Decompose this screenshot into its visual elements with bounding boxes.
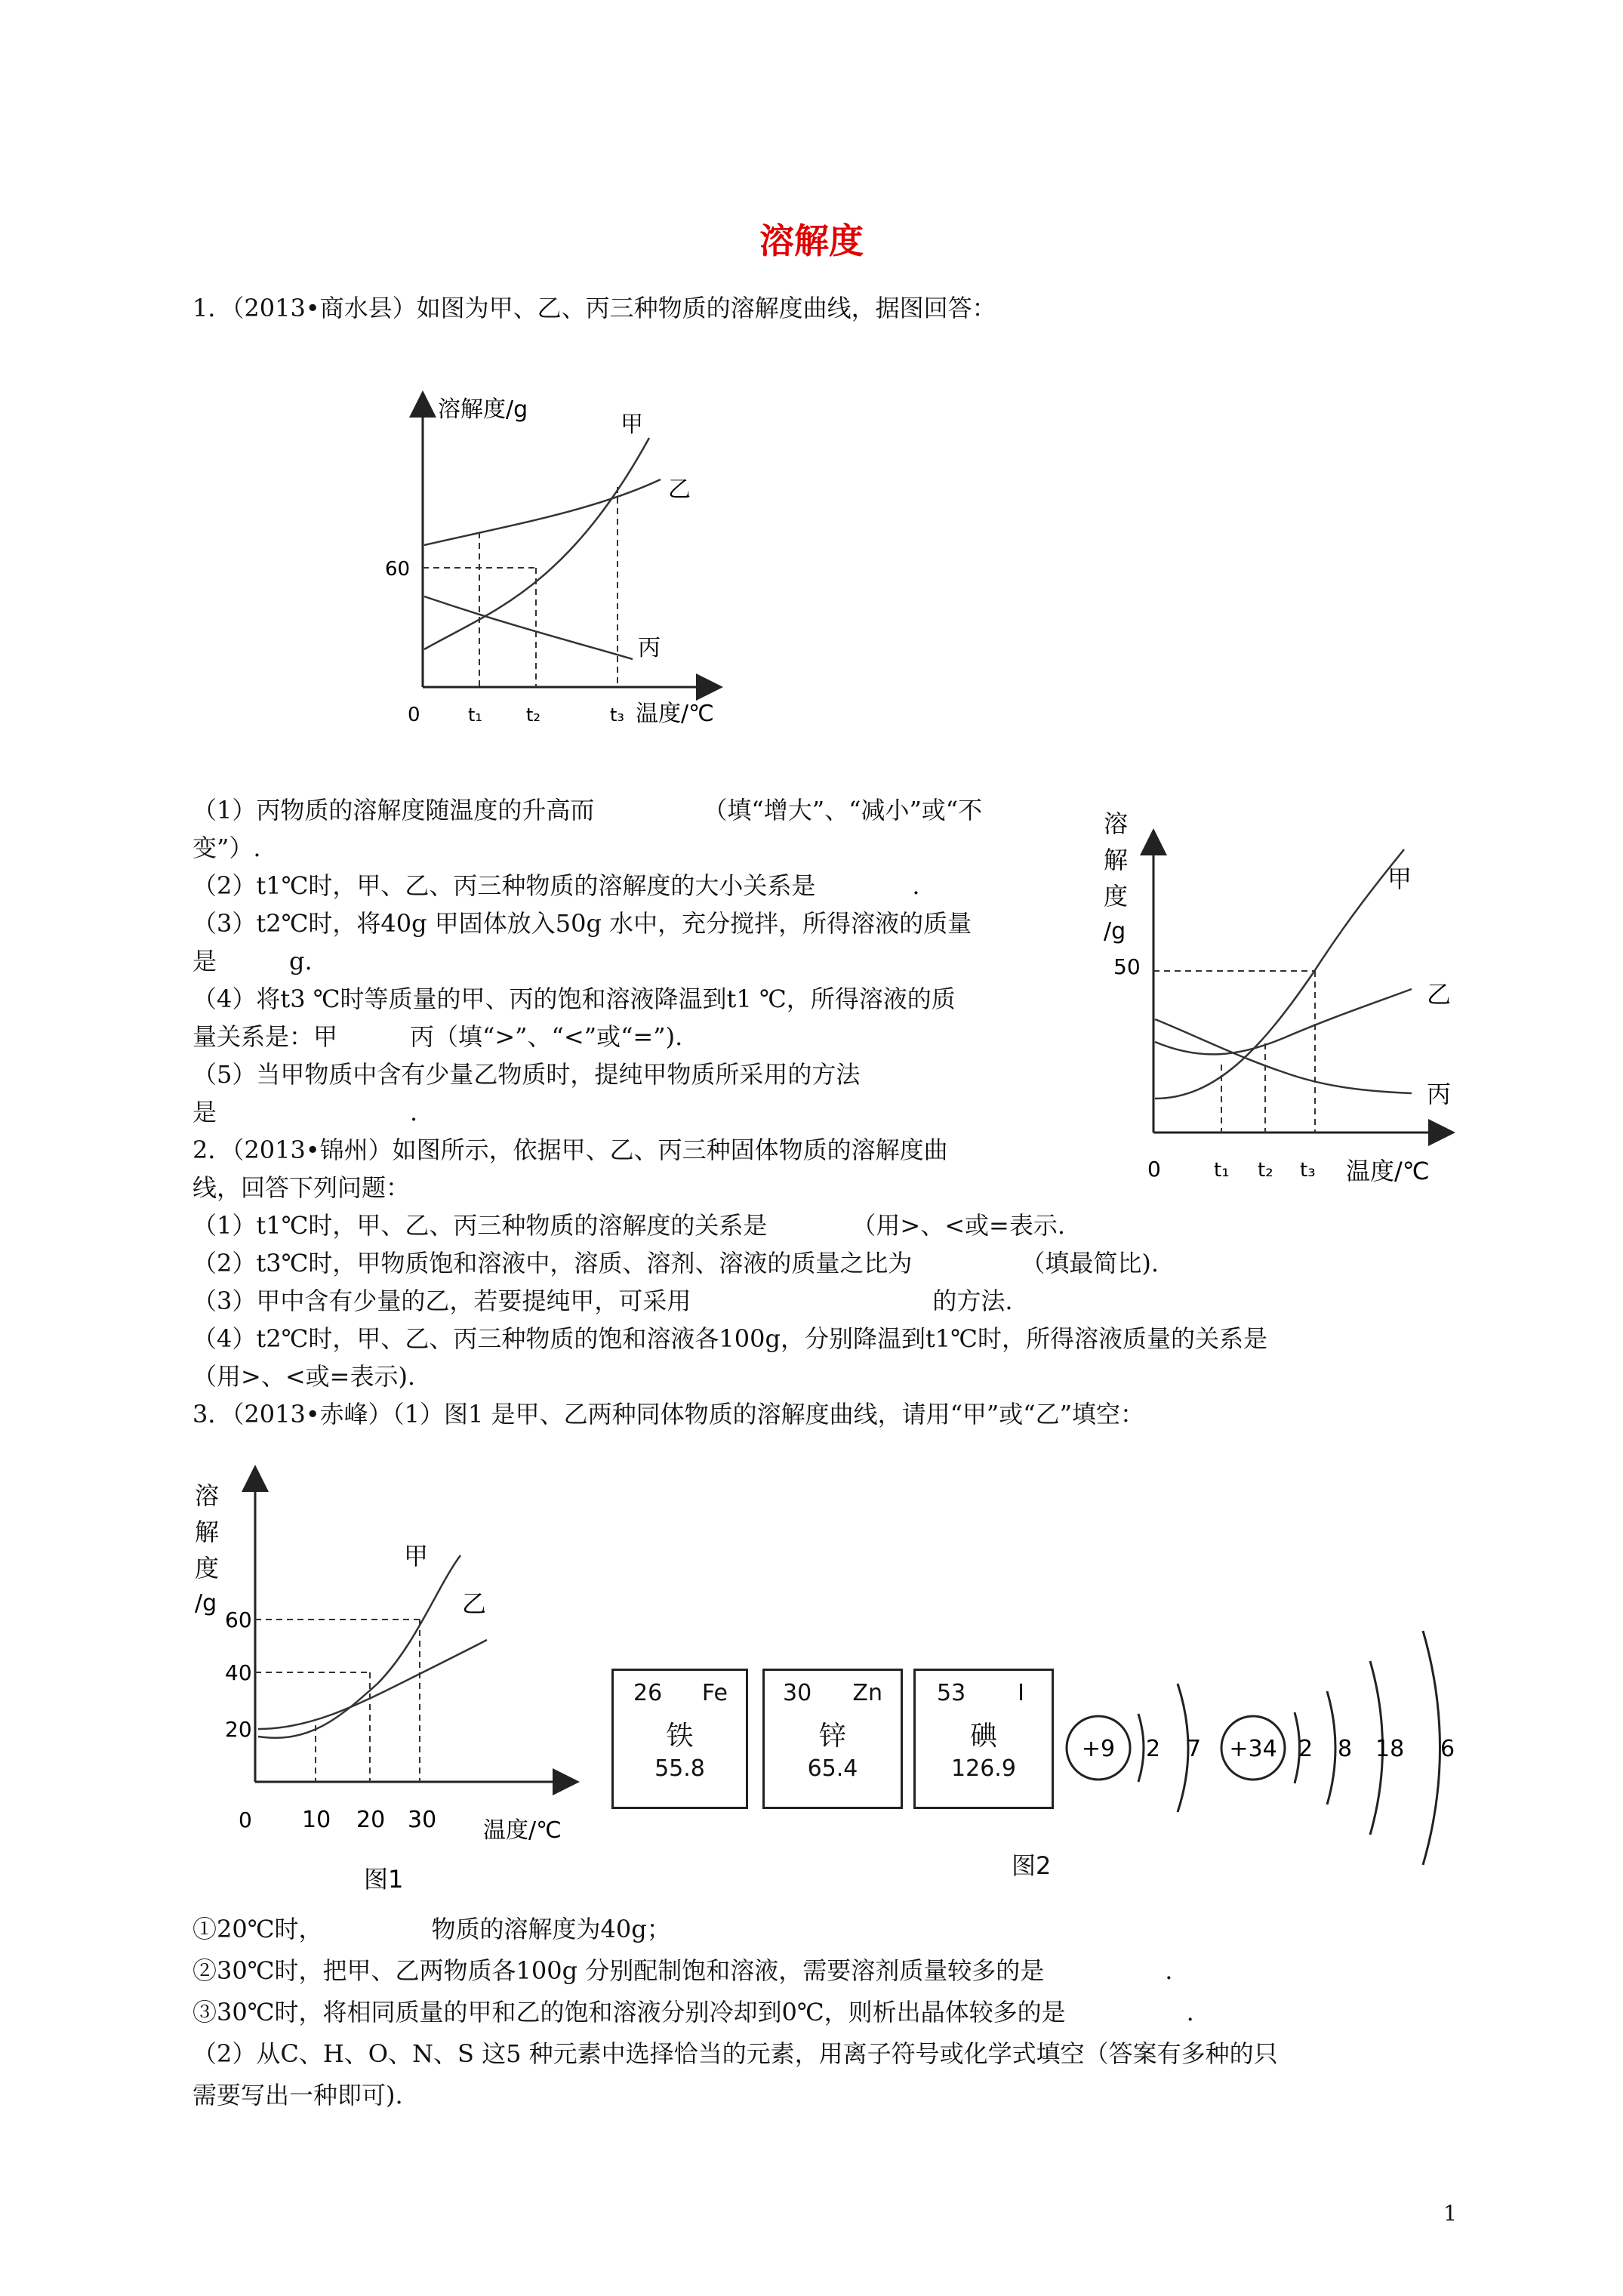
- q1-x-label: 温度/℃: [636, 701, 714, 727]
- svg-text:2: 2: [1298, 1736, 1313, 1762]
- q1-curve-bing: [424, 596, 633, 659]
- q1-part-4a: （4）将t3 ℃时等质量的甲、丙的饱和溶液降温到t1 ℃，所得溶液的质: [192, 985, 956, 1013]
- svg-text:解: 解: [1104, 846, 1129, 874]
- q3-part-4a: （2）从C、H、O、N、S 这5 种元素中选择恰当的元素，用离子符号或化学式填空（答案有多种的只: [192, 2039, 1278, 2068]
- svg-text:0: 0: [239, 1808, 252, 1832]
- q1-origin: 0: [408, 704, 420, 726]
- svg-text:度: 度: [195, 1554, 220, 1583]
- q1-part-3b: 是 g.: [192, 947, 313, 975]
- svg-text:t₂: t₂: [1258, 1159, 1273, 1182]
- svg-text:7: 7: [1187, 1736, 1202, 1762]
- q1-x-tick-1: t₁: [468, 704, 483, 726]
- svg-text:18: 18: [1375, 1736, 1405, 1762]
- svg-text:6: 6: [1440, 1736, 1455, 1762]
- figure2-caption: 图2: [1012, 1851, 1052, 1880]
- atom-structure-diagrams: [1049, 1616, 1487, 1872]
- svg-text:乙: 乙: [1427, 980, 1452, 1009]
- q1-x-tick-3: t₃: [610, 704, 625, 726]
- svg-text:40: 40: [225, 1660, 252, 1685]
- q1-part-4b: 量关系是：甲 丙（填“>”、“<”或“=”).: [192, 1022, 683, 1051]
- q2-stem-1: 2．（2013•锦州）如图所示，依据甲、乙、丙三种固体物质的溶解度曲: [192, 1136, 948, 1164]
- q3-part-1: ①20℃时， 物质的溶解度为40g；: [192, 1915, 671, 1943]
- q1-series-yi: 乙: [668, 476, 691, 503]
- page-title: 溶解度: [759, 220, 864, 261]
- element-card-fe: 26 Fe 铁 55.8: [611, 1669, 748, 1809]
- q3-part-2: ②30℃时，把甲、乙两物质各100g 分别配制饱和溶液，需要溶剂质量较多的是 .: [192, 1956, 1173, 1985]
- q1-y-tick: 60: [385, 558, 411, 581]
- svg-text:30: 30: [408, 1807, 437, 1833]
- q1-part-5a: （5）当甲物质中含有少量乙物质时，提纯甲物质所采用的方法: [192, 1060, 861, 1089]
- svg-text:度: 度: [1104, 882, 1129, 911]
- element-card-i: 53 I 碘 126.9: [913, 1669, 1054, 1809]
- q1-x-tick-2: t₂: [526, 704, 541, 726]
- svg-text:/g: /g: [1104, 918, 1126, 945]
- svg-text:/g: /g: [195, 1590, 217, 1616]
- q3-part-3: ③30℃时，将相同质量的甲和乙的饱和溶液分别冷却到0℃，则析出晶体较多的是 .: [192, 1998, 1194, 2026]
- svg-text:60: 60: [225, 1607, 252, 1632]
- page-number: 1: [1443, 2201, 1457, 2226]
- q2-solubility-chart: [1087, 800, 1487, 1193]
- svg-text:温度/℃: 温度/℃: [1346, 1157, 1430, 1185]
- q1-part-5b: 是 .: [192, 1098, 418, 1126]
- svg-text:20: 20: [225, 1717, 252, 1742]
- svg-text:溶: 溶: [1104, 809, 1129, 838]
- svg-text:0: 0: [1147, 1157, 1161, 1182]
- q1-solubility-chart: [377, 378, 770, 747]
- q2-part-1: （1）t1℃时，甲、乙、丙三种物质的溶解度的关系是 （用>、<或=表示.: [192, 1211, 1065, 1240]
- svg-text:丙: 丙: [1427, 1080, 1452, 1108]
- svg-text:20: 20: [356, 1807, 386, 1833]
- svg-text:甲: 甲: [1387, 864, 1412, 893]
- q3-stem: 3．（2013•赤峰）（1）图1 是甲、乙两种同体物质的溶解度曲线，请用“甲”或“乙”填空：: [192, 1400, 1145, 1428]
- q2-part-4b: （用>、<或=表示).: [192, 1362, 416, 1391]
- q2-part-3: （3）甲中含有少量的乙，若要提纯甲，可采用 的方法.: [192, 1287, 1013, 1315]
- element-card-zn: 30 Zn 锌 65.4: [762, 1669, 903, 1809]
- q2-y-tick: 50: [1113, 954, 1141, 979]
- q3-figure1-chart: [189, 1465, 611, 1895]
- q1-part-2: （2）t1℃时，甲、乙、丙三种物质的溶解度的大小关系是 .: [192, 871, 920, 900]
- svg-text:2: 2: [1146, 1736, 1161, 1762]
- q1-curve-jia: [424, 438, 649, 649]
- q2-part-2: （2）t3℃时，甲物质饱和溶液中，溶质、溶剂、溶液的质量之比为 （填最简比).: [192, 1249, 1160, 1277]
- svg-text:温度/℃: 温度/℃: [483, 1817, 562, 1844]
- q2-part-4a: （4）t2℃时，甲、乙、丙三种物质的饱和溶液各100g，分别降温到t1℃时，所得溶液质量的关系是: [192, 1324, 1267, 1353]
- svg-text:+34: +34: [1229, 1736, 1277, 1762]
- svg-text:乙: 乙: [462, 1589, 487, 1618]
- q1-part-1a: （1）丙物质的溶解度随温度的升高而 （填“增大”、“减小”或“不: [192, 796, 983, 824]
- svg-text:t₁: t₁: [1214, 1159, 1230, 1182]
- svg-text:甲: 甲: [404, 1542, 429, 1570]
- svg-text:解: 解: [195, 1518, 220, 1546]
- q1-curve-yi: [424, 479, 661, 545]
- svg-text:8: 8: [1338, 1736, 1353, 1762]
- svg-text:10: 10: [302, 1807, 331, 1833]
- svg-text:+9: +9: [1081, 1736, 1116, 1762]
- q1-stem: 1．（2013•商水县）如图为甲、乙、丙三种物质的溶解度曲线，据图回答：: [192, 294, 996, 322]
- q2-stem-2: 线，回答下列问题：: [192, 1173, 411, 1202]
- q3-figure2: [611, 1616, 1487, 1880]
- q1-series-bing: 丙: [638, 635, 661, 661]
- q1-part-3a: （3）t2℃时，将40g 甲固体放入50g 水中，充分搅拌，所得溶液的质量: [192, 909, 972, 938]
- svg-text:溶: 溶: [195, 1481, 220, 1510]
- svg-text:图1: 图1: [364, 1865, 404, 1894]
- q1-y-label: 溶解度/g: [438, 396, 528, 423]
- q1-series-jia: 甲: [621, 411, 643, 438]
- q1-part-1b: 变”）.: [192, 834, 261, 862]
- svg-text:t₃: t₃: [1300, 1159, 1316, 1182]
- q3-part-4b: 需要写出一种即可).: [192, 2081, 403, 2110]
